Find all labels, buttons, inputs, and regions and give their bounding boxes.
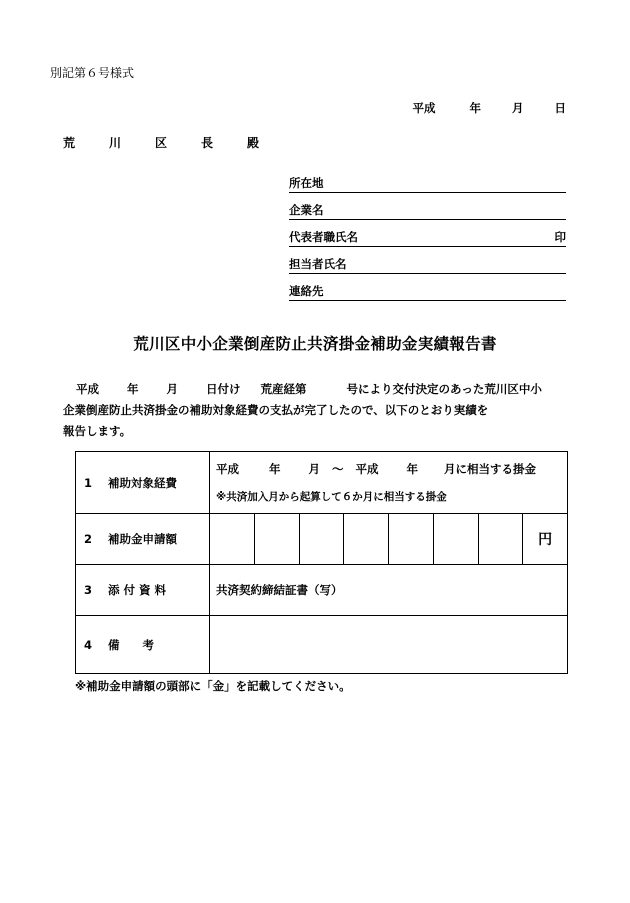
digit-box[interactable] [300, 514, 345, 564]
date-day: 日 [554, 101, 566, 115]
remarks-cell[interactable] [210, 616, 568, 674]
date-year: 年 [469, 101, 481, 115]
contact-label: 連絡先 [289, 284, 324, 298]
row-label-text: 補助対象経費 [108, 475, 177, 490]
row-label [76, 565, 210, 616]
company-name-field[interactable] [289, 202, 566, 220]
body-month: 月 [166, 382, 178, 396]
digit-box[interactable] [210, 514, 255, 564]
period-era-start: 平成 [216, 462, 239, 476]
seal-mark: 印 [554, 230, 566, 244]
table-row [76, 565, 568, 616]
body-line-3: 報告します。 [63, 424, 132, 438]
row-number: 4 [84, 637, 93, 652]
period-era-end: 平成 [355, 462, 379, 476]
digit-box[interactable] [479, 514, 524, 564]
addressee: 荒 川 区 長 殿 [63, 136, 271, 150]
row-label [76, 616, 210, 674]
amount-cell [210, 514, 568, 565]
period-month-end: 月に相当する掛金 [444, 462, 536, 476]
row-label [76, 514, 210, 565]
digit-box[interactable] [389, 514, 434, 564]
period-range [216, 461, 567, 477]
attachment-text: 共済契約締結証書（写） [216, 583, 343, 597]
body-line-1 [63, 379, 571, 400]
digit-box[interactable] [344, 514, 389, 564]
row-number: 1 [84, 475, 93, 490]
contact-field[interactable] [289, 283, 566, 301]
amount-digit-boxes [210, 514, 567, 564]
report-table [75, 451, 568, 674]
period-year-end: 年 [406, 462, 418, 476]
body-ref-suffix: 号により交付決定のあった荒川区中小 [346, 382, 542, 396]
address-label: 所在地 [289, 176, 324, 190]
footnote: ※補助金申請額の頭部に「金」を記載してください。 [75, 679, 351, 693]
body-era: 平成 [76, 382, 99, 396]
row-label-text: 添 付 資 料 [108, 583, 167, 597]
date-era: 平成 [412, 101, 436, 115]
address-field[interactable] [289, 175, 566, 193]
table-row [76, 616, 568, 674]
contact-person-label: 担当者氏名 [289, 257, 347, 271]
period-year-start: 年 [269, 462, 281, 476]
form-number: 別記第６号様式 [50, 66, 135, 80]
digit-box[interactable] [255, 514, 300, 564]
row-label-text: 補助金申請額 [108, 532, 177, 546]
table-row [76, 452, 568, 514]
date-month: 月 [511, 101, 524, 115]
digit-box[interactable] [434, 514, 479, 564]
row-number: 2 [84, 532, 93, 546]
eligible-expense-cell[interactable] [210, 452, 568, 514]
body-date-suffix: 日付け [206, 382, 241, 396]
body-ref-prefix: 荒産経第 [260, 382, 307, 396]
attachment-cell [210, 565, 568, 616]
yen-unit: 円 [538, 532, 553, 548]
table-row [76, 514, 568, 565]
row-number: 3 [84, 583, 93, 597]
document-title: 荒川区中小企業倒産防止共済掛金補助金実績報告書 [133, 335, 497, 353]
row-label-text: 備 考 [108, 637, 154, 652]
contact-person-field[interactable] [289, 256, 566, 274]
row-label [76, 452, 210, 514]
report-body [63, 379, 571, 442]
representative-field[interactable] [289, 229, 566, 247]
submission-date [412, 100, 566, 116]
company-label: 企業名 [289, 203, 324, 217]
period-note: ※共済加入月から起算して６か月に相当する掛金 [216, 491, 447, 503]
period-month-start: 月 [308, 462, 320, 476]
body-year: 年 [127, 382, 139, 396]
body-line-2: 企業倒産防止共済掛金の補助対象経費の支払が完了したので、以下のとおり実績を [63, 403, 489, 417]
representative-label: 代表者職氏名 [289, 230, 358, 244]
period-tilde: ～ [332, 462, 344, 476]
